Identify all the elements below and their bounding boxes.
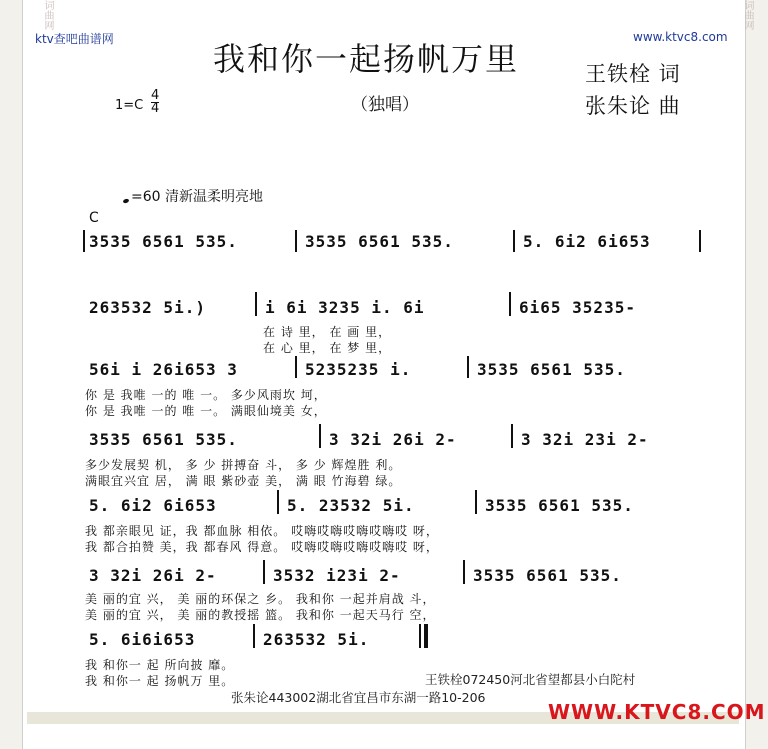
chord-symbol: C bbox=[89, 210, 99, 226]
score-sheet bbox=[22, 0, 766, 749]
barline bbox=[319, 424, 321, 448]
lyric-line: 我 和你一 起 所向披 靡。 bbox=[85, 658, 235, 672]
final-barline-thin bbox=[419, 624, 421, 648]
measure: 3 32i 26i 2- bbox=[89, 566, 217, 585]
measure: 3535 6561 535. bbox=[477, 360, 626, 379]
measure: 3535 6561 535. bbox=[473, 566, 622, 585]
margin-watermark-left bbox=[25, 0, 53, 30]
lyric-line: 美 丽的宜 兴， 美 丽的环保之 乡。 我和你 一起并肩战 斗， bbox=[85, 592, 436, 606]
quarter-note-icon bbox=[122, 198, 129, 204]
watermark-text: 词曲网 bbox=[742, 0, 753, 30]
lyric-line: 在 心 里， 在 梦 里， bbox=[263, 341, 392, 355]
key-signature: 1=C bbox=[115, 98, 144, 113]
measure: 3535 6561 535. bbox=[89, 232, 238, 251]
barline bbox=[511, 424, 513, 448]
tempo-marking bbox=[123, 186, 263, 206]
measure: 3532 i23i 2- bbox=[273, 566, 401, 585]
tempo-text: =60 清新温柔明亮地 bbox=[131, 189, 263, 205]
measure: 263532 5i. bbox=[263, 630, 370, 649]
lyricist-credit: 王铁栓 词 bbox=[585, 62, 681, 86]
barline bbox=[295, 230, 297, 252]
measure: 263532 5i.) bbox=[89, 298, 206, 317]
site-name[interactable]: ktv查吧曲谱网 bbox=[35, 32, 114, 46]
barline bbox=[263, 560, 265, 584]
barline bbox=[475, 490, 477, 514]
lyric-line: 我 和你一 起 扬帆万 里。 bbox=[85, 674, 235, 688]
composer-credit: 张朱论 曲 bbox=[585, 94, 681, 118]
measure: 5235235 i. bbox=[305, 360, 412, 379]
measure: 5. 6i6i653 bbox=[89, 630, 196, 649]
barline bbox=[295, 356, 297, 378]
lyricist-address: 王铁栓072450河北省望都县小白陀村 bbox=[425, 672, 636, 687]
measure: 3535 6561 535. bbox=[89, 430, 238, 449]
barline bbox=[463, 560, 465, 584]
lyric-line: 在 诗 里， 在 画 里， bbox=[263, 325, 392, 339]
time-bottom: 4 bbox=[151, 101, 160, 116]
barline bbox=[513, 230, 515, 252]
site-url[interactable]: www.ktvc8.com bbox=[633, 30, 728, 44]
time-top: 4 bbox=[151, 88, 160, 103]
measure: 5. 6i2 6i653 bbox=[89, 496, 217, 515]
barline bbox=[509, 292, 511, 316]
song-title: 我和你一起扬帆万里 bbox=[213, 40, 520, 78]
lyric-line: 你 是 我唯 一的 唯 一。 多少风雨坎 坷， bbox=[85, 388, 327, 402]
measure: i 6i 3235 i. 6i bbox=[265, 298, 425, 317]
measure: 3535 6561 535. bbox=[305, 232, 454, 251]
barline bbox=[277, 490, 279, 514]
measure: 3535 6561 535. bbox=[485, 496, 634, 515]
measure: 5. 6i2 6i653 bbox=[523, 232, 651, 251]
lyric-line: 你 是 我唯 一的 唯 一。 满眼仙境美 女， bbox=[85, 404, 327, 418]
final-barline-thick bbox=[424, 624, 428, 648]
lyric-line: 多少发展契 机， 多 少 拼搏奋 斗， 多 少 辉煌胜 利。 bbox=[85, 458, 402, 472]
lyric-line: 满眼宜兴宜 居， 满 眼 紫砂壶 美， 满 眼 竹海碧 绿。 bbox=[85, 474, 402, 488]
barline bbox=[255, 292, 257, 316]
measure: 56i i 26i653 3 bbox=[89, 360, 238, 379]
barline bbox=[83, 230, 85, 252]
measure: 3 32i 23i 2- bbox=[521, 430, 649, 449]
measure: 6i65 35235- bbox=[519, 298, 636, 317]
lyric-line: 美 丽的宜 兴， 美 丽的教授摇 篮。 我和你 一起天马行 空， bbox=[85, 608, 436, 622]
measure: 5. 23532 5i. bbox=[287, 496, 415, 515]
barline bbox=[253, 624, 255, 648]
watermark-text: 词曲网 bbox=[42, 0, 53, 30]
margin-watermark-right bbox=[725, 0, 753, 30]
brand-logo[interactable]: WWW.KTVC8.COM bbox=[548, 700, 766, 724]
lyric-line: 我 都亲眼见 证，我 都血脉 相依。 哎嗨哎嗨哎嗨哎嗨哎 呀， bbox=[85, 524, 439, 538]
time-signature bbox=[151, 90, 159, 115]
lyric-line: 我 都合拍赞 美，我 都春风 得意。 哎嗨哎嗨哎嗨哎嗨哎 呀， bbox=[85, 540, 439, 554]
barline bbox=[467, 356, 469, 378]
barline bbox=[699, 230, 701, 252]
composer-address: 张朱论443002湖北省宜昌市东湖一路10-206 bbox=[231, 690, 486, 705]
measure: 3 32i 26i 2- bbox=[329, 430, 457, 449]
song-subtitle: （独唱） bbox=[351, 95, 419, 115]
